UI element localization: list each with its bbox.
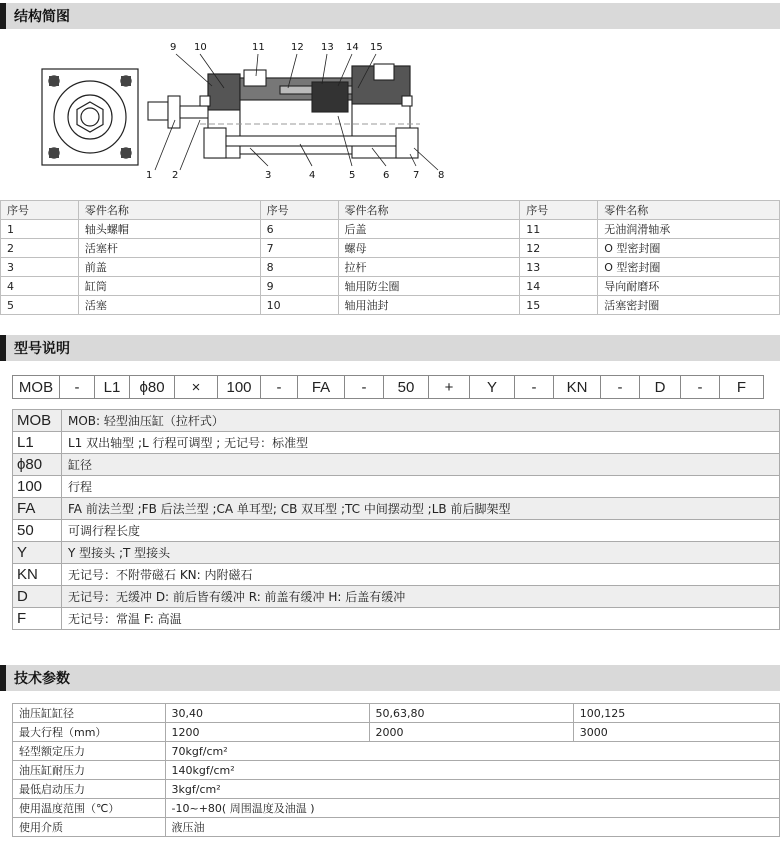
table-row bbox=[13, 410, 780, 432]
model-desc: L1 双出轴型 ;L 行程可调型 ; 无记号：标准型 bbox=[62, 432, 780, 454]
section-header-tech bbox=[0, 665, 780, 691]
table-cell: 6 bbox=[260, 220, 338, 239]
model-code-part: - bbox=[681, 376, 720, 398]
table-cell: 14 bbox=[520, 277, 598, 296]
cylinder-structure-drawing bbox=[0, 36, 780, 198]
model-code: Y bbox=[13, 542, 62, 564]
header-cell: 零件名称 bbox=[338, 201, 520, 220]
drawing-label-9: 9 bbox=[170, 42, 177, 53]
table-row bbox=[1, 296, 780, 315]
drawing-label-8: 8 bbox=[438, 170, 445, 181]
table-cell: 3 bbox=[1, 258, 79, 277]
drawing-label-15: 15 bbox=[370, 42, 383, 53]
model-code-part: Y bbox=[470, 376, 515, 398]
model-code-row bbox=[12, 375, 764, 399]
table-row bbox=[13, 564, 780, 586]
model-code-part: 50 bbox=[384, 376, 429, 398]
model-code-part: L1 bbox=[95, 376, 130, 398]
table-cell: 轴用防尘圈 bbox=[338, 277, 520, 296]
table-cell: 7 bbox=[260, 239, 338, 258]
model-desc: MOB: 轻型油压缸（拉杆式） bbox=[62, 410, 780, 432]
table-cell: 15 bbox=[520, 296, 598, 315]
param-label: 最大行程（mm） bbox=[13, 723, 166, 742]
drawing-label-3: 3 bbox=[265, 170, 272, 181]
table-cell: 13 bbox=[520, 258, 598, 277]
drawing-label-10: 10 bbox=[194, 42, 207, 53]
table-row bbox=[13, 454, 780, 476]
model-desc: 缸径 bbox=[62, 454, 780, 476]
model-code-part: - bbox=[515, 376, 554, 398]
model-code-part: × bbox=[175, 376, 218, 398]
table-cell: 轴用油封 bbox=[338, 296, 520, 315]
model-code-part: F bbox=[736, 378, 747, 396]
header-cell: 零件名称 bbox=[78, 201, 260, 220]
model-code: F bbox=[13, 608, 62, 630]
param-value: 液压油 bbox=[165, 818, 779, 837]
table-row bbox=[1, 258, 780, 277]
param-value: 3kgf/cm² bbox=[165, 780, 779, 799]
model-code: D bbox=[13, 586, 62, 608]
table-cell: O 型密封圈 bbox=[598, 239, 780, 258]
table-row bbox=[13, 780, 780, 799]
model-desc: 无记号：不附带磁石 KN: 内附磁石 bbox=[62, 564, 780, 586]
model-desc: 无记号：无缓冲 D: 前后皆有缓冲 R: 前盖有缓冲 H: 后盖有缓冲 bbox=[62, 586, 780, 608]
table-cell: 5 bbox=[1, 296, 79, 315]
table-cell: 轴头螺帽 bbox=[78, 220, 260, 239]
param-value: 2000 bbox=[369, 723, 573, 742]
section-header-structure bbox=[0, 3, 780, 29]
model-desc: 行程 bbox=[62, 476, 780, 498]
model-code-part: - bbox=[601, 376, 640, 398]
table-row bbox=[13, 520, 780, 542]
drawing-label-13: 13 bbox=[321, 42, 334, 53]
param-label: 轻型额定压力 bbox=[13, 742, 166, 761]
param-value: 70kgf/cm² bbox=[165, 742, 779, 761]
param-label: 使用介质 bbox=[13, 818, 166, 837]
model-code-part: D bbox=[640, 376, 681, 398]
param-label: 最低启动压力 bbox=[13, 780, 166, 799]
table-cell: 活塞密封圈 bbox=[598, 296, 780, 315]
param-value: 140kgf/cm² bbox=[165, 761, 779, 780]
end-view bbox=[42, 69, 138, 165]
table-cell: 螺母 bbox=[338, 239, 520, 258]
model-code-part: - bbox=[60, 376, 95, 398]
table-cell: 活塞 bbox=[78, 296, 260, 315]
table-cell: 拉杆 bbox=[338, 258, 520, 277]
param-value: -10~+80( 周围温度及油温 ) bbox=[165, 799, 779, 818]
model-code-part: + bbox=[429, 376, 470, 398]
table-row bbox=[13, 586, 780, 608]
table-cell: 2 bbox=[1, 239, 79, 258]
table-cell: 8 bbox=[260, 258, 338, 277]
model-code-part: KN bbox=[554, 376, 601, 398]
parts-table bbox=[0, 200, 780, 315]
param-value: 100,125 bbox=[573, 704, 779, 723]
drawing-label-7: 7 bbox=[413, 170, 420, 181]
header-cell: 零件名称 bbox=[598, 201, 780, 220]
parts-table-header bbox=[1, 201, 780, 220]
model-code-part: 100 bbox=[218, 376, 261, 398]
table-row bbox=[1, 239, 780, 258]
table-row bbox=[13, 704, 780, 723]
table-cell: O 型密封圈 bbox=[598, 258, 780, 277]
table-row bbox=[1, 277, 780, 296]
table-cell: 9 bbox=[260, 277, 338, 296]
drawing-label-11: 11 bbox=[252, 42, 265, 53]
header-cell: 序号 bbox=[260, 201, 338, 220]
model-desc: 可调行程长度 bbox=[62, 520, 780, 542]
model-description-table bbox=[12, 409, 780, 630]
table-row bbox=[13, 476, 780, 498]
model-desc: FA 前法兰型 ;FB 后法兰型 ;CA 单耳型; CB 双耳型 ;TC 中间摆动型 ;LB 前后脚架型 bbox=[62, 498, 780, 520]
model-code-part: ϕ80 bbox=[130, 376, 175, 398]
table-row bbox=[13, 723, 780, 742]
section-title-model: 型号说明 bbox=[14, 341, 70, 357]
section-header-model bbox=[0, 335, 780, 361]
param-label: 使用温度范围（℃） bbox=[13, 799, 166, 818]
table-cell: 11 bbox=[520, 220, 598, 239]
drawing-label-14: 14 bbox=[346, 42, 359, 53]
drawing-label-12: 12 bbox=[291, 42, 304, 53]
model-code: L1 bbox=[13, 432, 62, 454]
table-row bbox=[13, 761, 780, 780]
table-cell: 缸筒 bbox=[78, 277, 260, 296]
drawing-label-5: 5 bbox=[349, 170, 356, 181]
model-code: KN bbox=[13, 564, 62, 586]
param-label: 油压缸缸径 bbox=[13, 704, 166, 723]
model-code-part: - bbox=[345, 376, 384, 398]
tech-params-table bbox=[12, 703, 780, 837]
drawing-label-4: 4 bbox=[309, 170, 316, 181]
section-title-structure: 结构简图 bbox=[14, 9, 70, 25]
drawing-label-2: 2 bbox=[172, 170, 179, 181]
param-value: 50,63,80 bbox=[369, 704, 573, 723]
table-cell: 10 bbox=[260, 296, 338, 315]
table-row bbox=[13, 608, 780, 630]
table-row bbox=[13, 799, 780, 818]
model-code: ϕ80 bbox=[13, 454, 62, 476]
table-cell: 后盖 bbox=[338, 220, 520, 239]
drawing-label-6: 6 bbox=[383, 170, 390, 181]
table-cell: 12 bbox=[520, 239, 598, 258]
model-code-part: FA bbox=[298, 376, 345, 398]
table-row bbox=[13, 818, 780, 837]
table-cell: 无油润滑轴承 bbox=[598, 220, 780, 239]
model-code: FA bbox=[13, 498, 62, 520]
model-desc: 无记号：常温 F: 高温 bbox=[62, 608, 780, 630]
table-row bbox=[13, 498, 780, 520]
param-label: 油压缸耐压力 bbox=[13, 761, 166, 780]
drawing-label-1: 1 bbox=[146, 170, 153, 181]
model-code-part: - bbox=[261, 376, 298, 398]
header-cell: 序号 bbox=[520, 201, 598, 220]
table-cell: 4 bbox=[1, 277, 79, 296]
table-row bbox=[13, 432, 780, 454]
table-cell: 1 bbox=[1, 220, 79, 239]
model-code: MOB bbox=[13, 410, 62, 432]
header-cell: 序号 bbox=[1, 201, 79, 220]
model-code-part: MOB bbox=[13, 376, 60, 398]
model-desc: Y 型接头 ;T 型接头 bbox=[62, 542, 780, 564]
table-row bbox=[13, 742, 780, 761]
table-row bbox=[1, 220, 780, 239]
param-value: 30,40 bbox=[165, 704, 369, 723]
table-row bbox=[13, 542, 780, 564]
section-title-tech: 技术参数 bbox=[14, 671, 70, 687]
table-cell: 导向耐磨环 bbox=[598, 277, 780, 296]
table-cell: 活塞杆 bbox=[78, 239, 260, 258]
model-code: 50 bbox=[13, 520, 62, 542]
param-value: 1200 bbox=[165, 723, 369, 742]
param-value: 3000 bbox=[573, 723, 779, 742]
side-view bbox=[148, 64, 420, 158]
table-cell: 前盖 bbox=[78, 258, 260, 277]
model-code: 100 bbox=[13, 476, 62, 498]
